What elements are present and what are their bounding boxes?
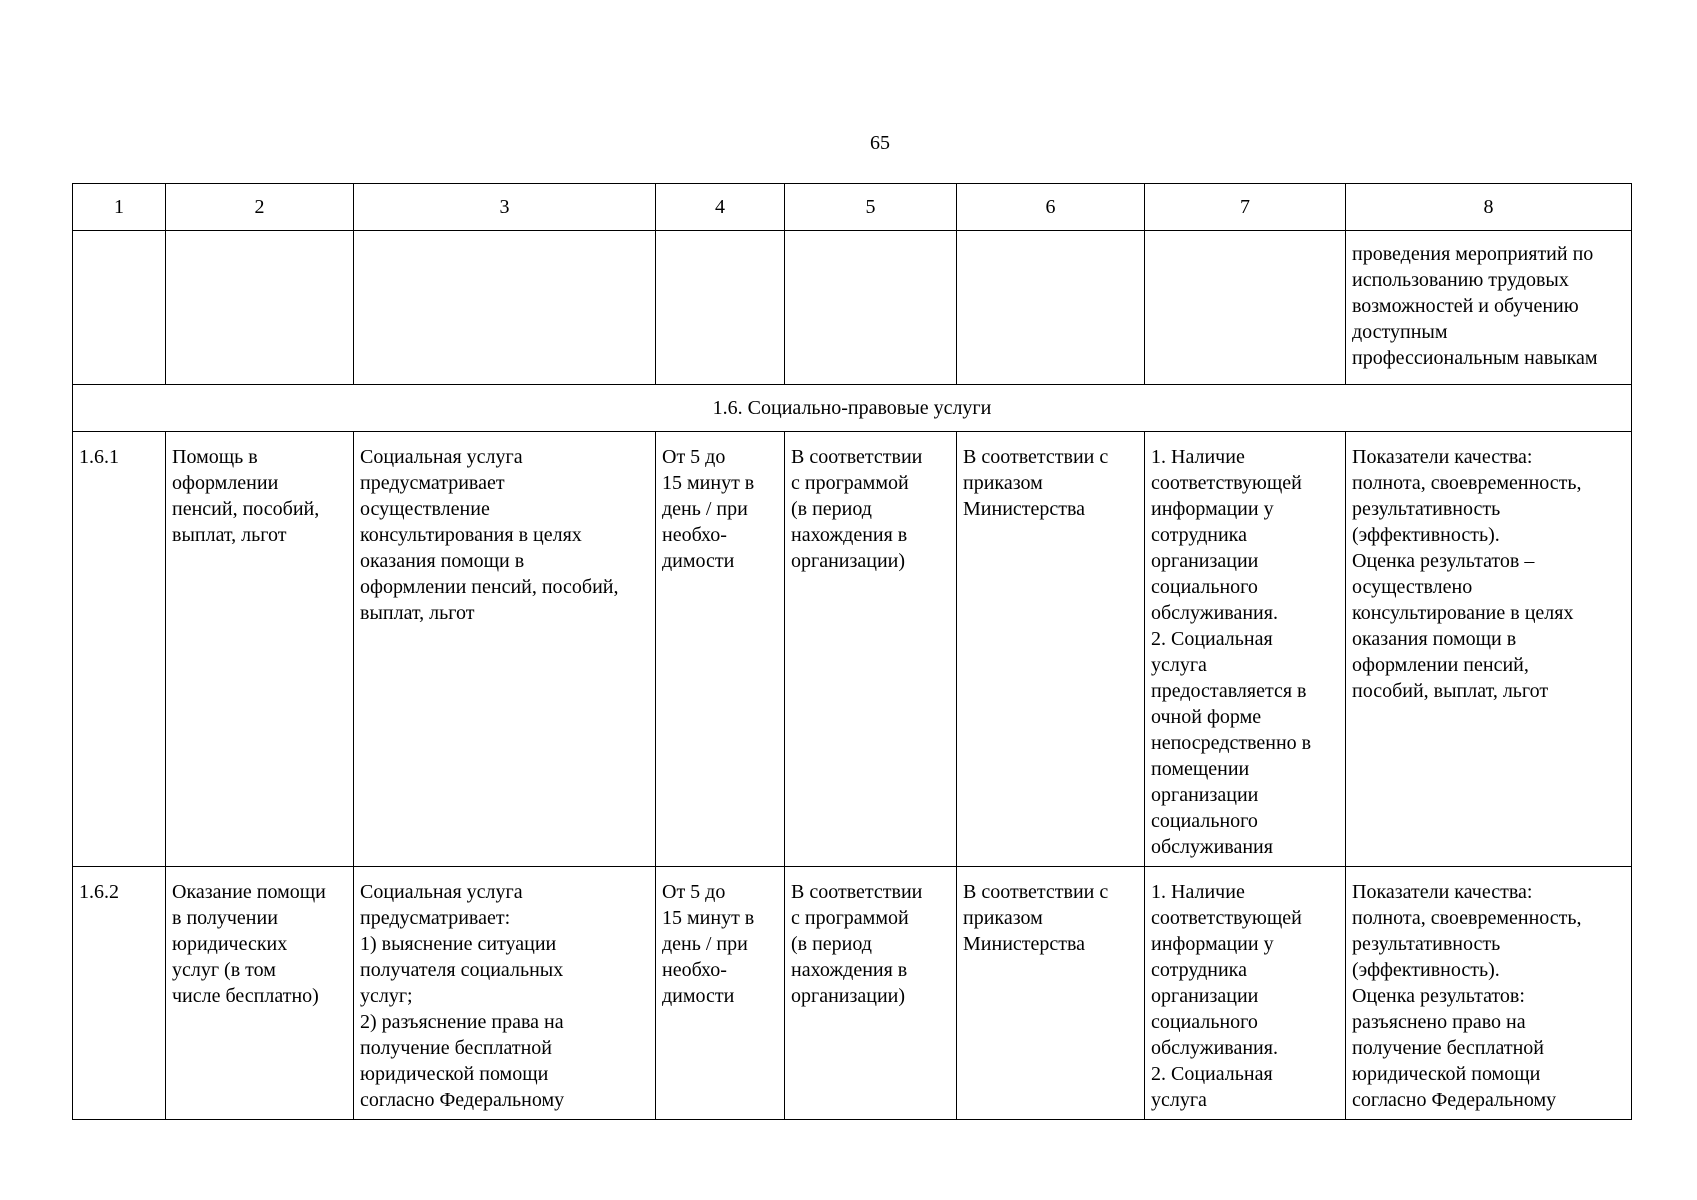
empty-cell — [354, 231, 656, 385]
service-code: 1.6.1 — [73, 432, 166, 867]
service-quality: Показатели качества: полнота, своевременность, результативность (эффективность). Оценка результатов – осуществлено консультирование в целях оказания помощи в оформлении пенсий, пособий, выплат, льгот — [1346, 432, 1632, 867]
empty-cell — [73, 231, 166, 385]
service-time: От 5 до 15 минут в день / при необхо- димости — [656, 867, 785, 1120]
table-row — [73, 867, 1632, 1120]
column-number-row — [73, 184, 1632, 231]
service-conditions: 1. Наличие соответствующей информации у сотрудника организации социального обслуживания. 2. Социальная услуга — [1145, 867, 1346, 1120]
service-name: Оказание помощи в получении юридических услуг (в том числе бесплатно) — [166, 867, 354, 1120]
continuation-row — [73, 231, 1632, 385]
page-number: 65 — [870, 132, 890, 154]
service-period: В соответствии с программой (в период нахождения в организации) — [785, 432, 957, 867]
column-number-1: 1 — [73, 184, 166, 231]
service-code: 1.6.2 — [73, 867, 166, 1120]
service-tariff: В соответствии с приказом Министерства — [957, 867, 1145, 1120]
table-row — [73, 432, 1632, 867]
services-table — [72, 183, 1632, 1120]
section-row — [73, 385, 1632, 432]
empty-cell — [785, 231, 957, 385]
column-number-8: 8 — [1346, 184, 1632, 231]
column-number-5: 5 — [785, 184, 957, 231]
service-name: Помощь в оформлении пенсий, пособий, выплат, льгот — [166, 432, 354, 867]
empty-cell — [656, 231, 785, 385]
service-conditions: 1. Наличие соответствующей информации у сотрудника организации социального обслуживания. 2. Социальная услуга предоставляется в очной форме непосредственно в помещении организации социального обслуживания — [1145, 432, 1346, 867]
column-number-7: 7 — [1145, 184, 1346, 231]
service-description: Социальная услуга предусматривает осуществление консультирования в целях оказания помощи в оформлении пенсий, пособий, выплат, льгот — [354, 432, 656, 867]
column-number-6: 6 — [957, 184, 1145, 231]
empty-cell — [166, 231, 354, 385]
column-number-2: 2 — [166, 184, 354, 231]
service-time: От 5 до 15 минут в день / при необхо- димости — [656, 432, 785, 867]
continuation-quality-cell: проведения мероприятий по использованию трудовых возможностей и обучению доступным профессиональным навыкам — [1346, 231, 1632, 385]
section-title: 1.6. Социально-правовые услуги — [73, 385, 1632, 432]
service-period: В соответствии с программой (в период нахождения в организации) — [785, 867, 957, 1120]
empty-cell — [1145, 231, 1346, 385]
service-quality: Показатели качества: полнота, своевременность, результативность (эффективность). Оценка результатов: разъяснено право на получение бесплатной юридической помощи согласно Федеральному — [1346, 867, 1632, 1120]
service-tariff: В соответствии с приказом Министерства — [957, 432, 1145, 867]
empty-cell — [957, 231, 1145, 385]
service-description: Социальная услуга предусматривает: 1) выяснение ситуации получателя социальных услуг; 2) разъяснение права на получение бесплатной юридической помощи согласно Федеральному — [354, 867, 656, 1120]
column-number-4: 4 — [656, 184, 785, 231]
column-number-3: 3 — [354, 184, 656, 231]
